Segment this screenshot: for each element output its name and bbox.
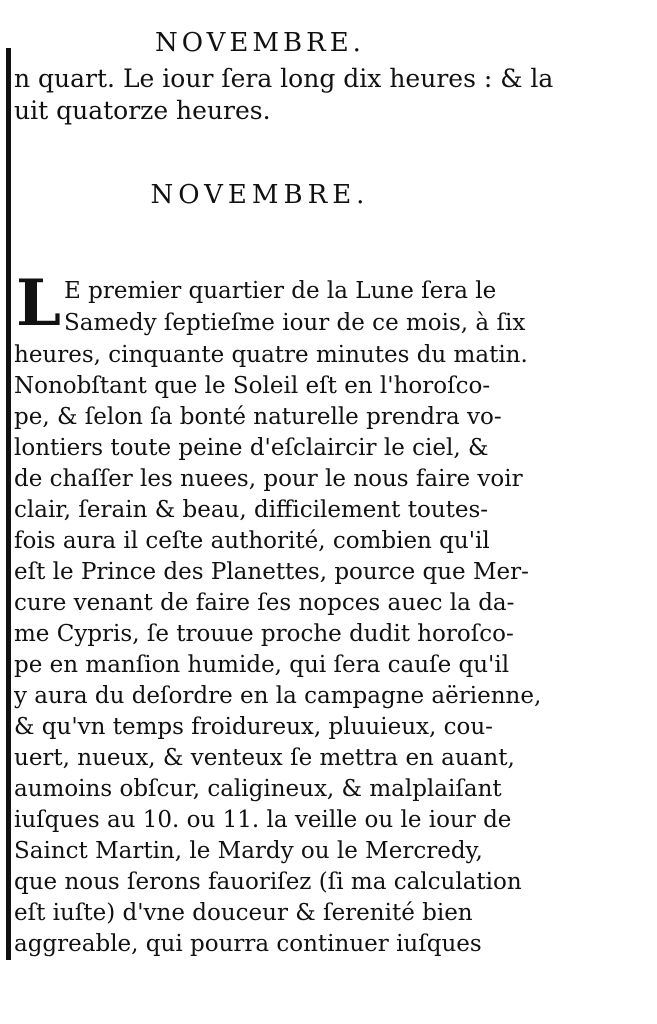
drop-cap: L	[16, 266, 61, 341]
body-line: uert, nueux, & venteux ſe mettra en auant,	[14, 745, 515, 771]
body-line: clair, ſerain & beau, difficilement toutes-	[14, 497, 489, 523]
body-line: heures, cinquante quatre minutes du matin.	[14, 342, 528, 368]
body-line: eſt iuſte) d'vne douceur & ſerenité bien	[14, 900, 473, 926]
first-line-1: E premier quartier de la Lune ſera le	[64, 278, 497, 304]
top-line-1: n quart. Le iour ſera long dix heures : & la	[14, 64, 554, 93]
body-line: me Cypris, ſe trouue proche dudit horoſco-	[14, 621, 514, 647]
top-line-2: uit quatorze heures.	[14, 96, 271, 125]
body-line: aggreable, qui pourra continuer iuſques	[14, 931, 482, 957]
body-line: lontiers toute peine d'eſclaircir le ciel, &	[14, 435, 489, 461]
body-line: y aura du deſordre en la campagne aërienne,	[14, 683, 542, 709]
section-title: NOVEMBRE.	[150, 180, 370, 210]
body-line: de chaſſer les nuees, pour le nous faire voir	[14, 466, 523, 492]
body-line: que nous ſerons fauoriſez (ſi ma calculation	[14, 869, 522, 895]
body-line: pe en manſion humide, qui ſera cauſe qu'il	[14, 652, 510, 678]
running-head: NOVEMBRE.	[155, 28, 365, 58]
body-line: Sainct Martin, le Mardy ou le Mercredy,	[14, 838, 483, 864]
body-line: iuſques au 10. ou 11. la veille ou le iour de	[14, 807, 512, 833]
first-line-2: Samedy ſeptieſme iour de ce mois, à ſix	[64, 310, 526, 336]
body-line: eſt le Prince des Planettes, pource que Mer-	[14, 559, 529, 585]
body-line: Nonobſtant que le Soleil eſt en l'horoſco-	[14, 373, 491, 399]
body-line: & qu'vn temps froidureux, pluuieux, cou-	[14, 714, 493, 740]
body-line: pe, & ſelon ſa bonté naturelle prendra vo-	[14, 404, 502, 430]
body-line: fois aura il ceſte authorité, combien qu'il	[14, 528, 490, 554]
body-line: cure venant de faire ſes nopces auec la da-	[14, 590, 515, 616]
body-line: aumoins obſcur, caligineux, & malplaiſant	[14, 776, 502, 802]
